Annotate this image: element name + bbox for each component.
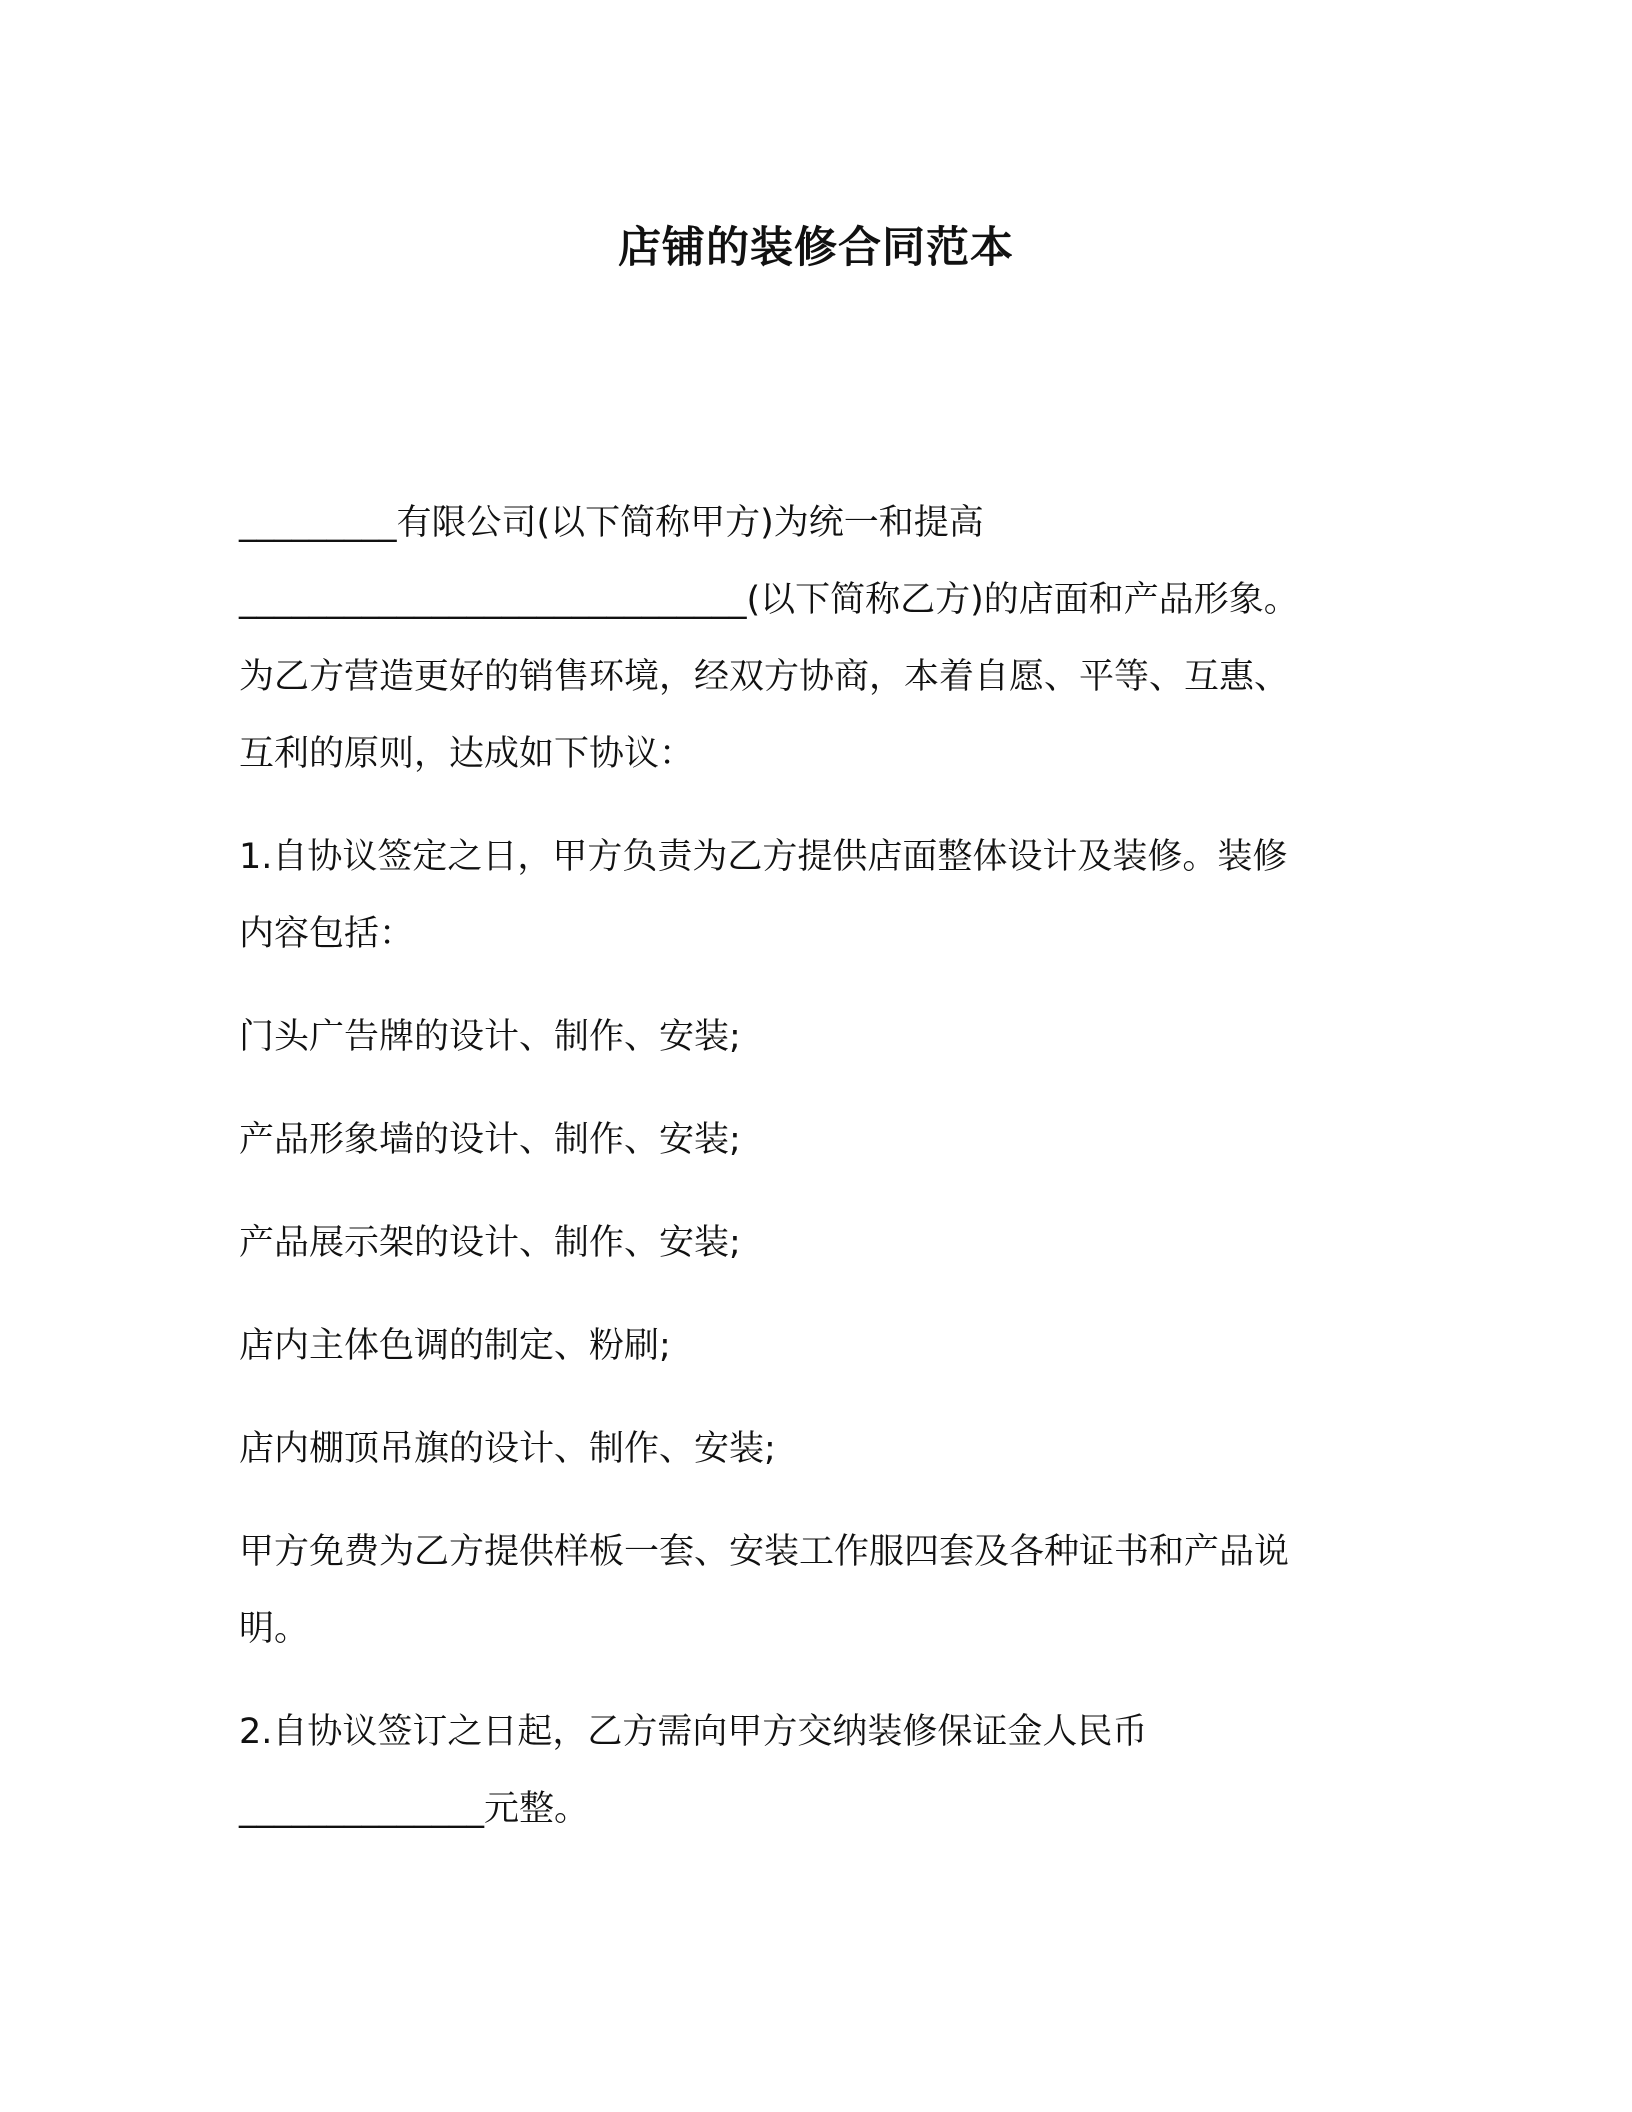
clause-2-line-1: 2.自协议签订之日起，乙方需向甲方交纳装修保证金人民币	[239, 1712, 1148, 1752]
list-item-signboard: 门头广告牌的设计、制作、安装;	[239, 1017, 741, 1057]
document-title: 店铺的装修合同范本	[618, 223, 1014, 273]
text-line-free-supply-2: 明。	[239, 1609, 310, 1649]
clause-1-line-1: 1.自协议签定之日，甲方负责为乙方提供店面整体设计及装修。装修	[239, 837, 1288, 877]
list-item-color-tone: 店内主体色调的制定、粉刷;	[239, 1326, 671, 1366]
text-line-party-a: _________有限公司(以下简称甲方)为统一和提高	[239, 503, 984, 543]
list-item-display-rack: 产品展示架的设计、制作、安装;	[239, 1223, 741, 1263]
text-line-intro-2: 互利的原则，达成如下协议：	[239, 734, 695, 774]
clause-1-line-2: 内容包括：	[239, 914, 415, 954]
clause-2-line-2: ______________元整。	[239, 1789, 590, 1829]
list-item-image-wall: 产品形象墙的设计、制作、安装;	[239, 1120, 741, 1160]
text-line-free-supply-1: 甲方免费为乙方提供样板一套、安装工作服四套及各种证书和产品说	[239, 1532, 1290, 1572]
list-item-ceiling-banner: 店内棚顶吊旗的设计、制作、安装;	[239, 1429, 776, 1469]
text-line-party-b: _____________________________(以下简称乙方)的店面和产品形象。	[239, 580, 1299, 620]
text-line-intro-1: 为乙方营造更好的销售环境，经双方协商，本着自愿、平等、互惠、	[239, 657, 1290, 697]
